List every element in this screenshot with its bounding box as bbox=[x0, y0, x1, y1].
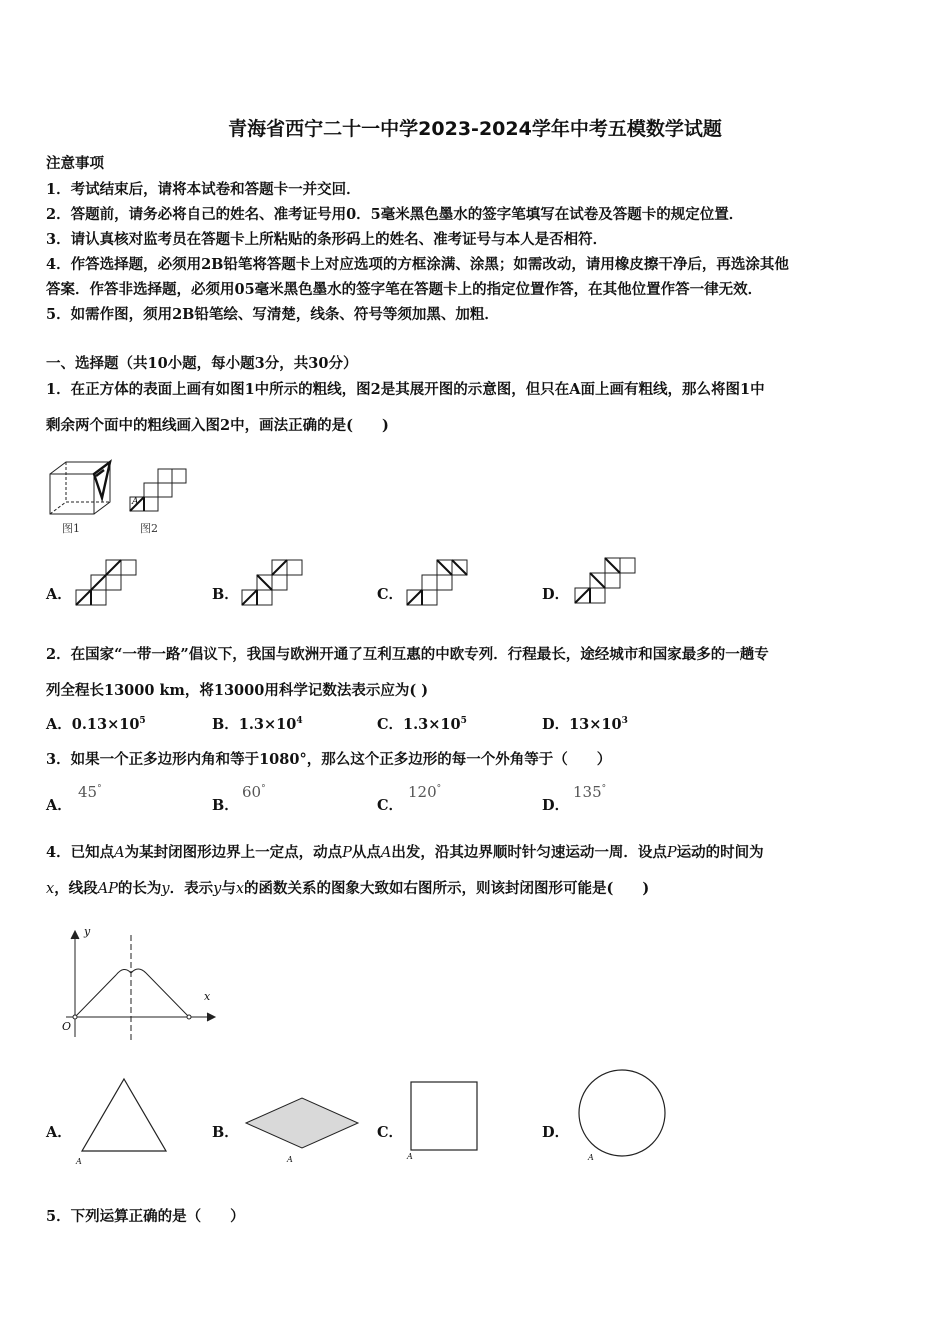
q4-option-c-vertex: A bbox=[407, 1152, 413, 1161]
notice-heading: 注意事项 bbox=[46, 155, 104, 172]
q2-option-b-base: 1.3×10 bbox=[238, 716, 297, 733]
q3-option-a-degree: ° bbox=[97, 784, 102, 794]
q1-option-c-net bbox=[405, 560, 469, 608]
q4-segment-ap: AP bbox=[97, 881, 118, 897]
q1-option-a[interactable]: A． bbox=[46, 586, 72, 603]
q4-point-a: A bbox=[380, 845, 392, 861]
q4-rhombus-shape bbox=[242, 1096, 362, 1154]
q4-var-x: x bbox=[235, 881, 245, 897]
q3-option-c-label[interactable]: C． bbox=[377, 797, 404, 814]
q3-option-a-number: 45 bbox=[78, 783, 98, 801]
q4-text: 4．已知点 bbox=[46, 844, 115, 861]
q4-line2 bbox=[46, 877, 649, 898]
q1-option-b[interactable]: B． bbox=[212, 586, 239, 603]
q1-option-a-net bbox=[74, 560, 138, 608]
q2-option-a[interactable] bbox=[46, 713, 146, 734]
q4-text: 从点 bbox=[351, 844, 381, 861]
q2-option-c-exp: 5 bbox=[460, 716, 467, 726]
q5-line1: 5．下列运算正确的是（ ） bbox=[46, 1208, 245, 1225]
q4-text: ，线段 bbox=[54, 880, 98, 897]
q3-option-c-degree: ° bbox=[436, 784, 442, 794]
q1-fig1-caption: 图1 bbox=[62, 522, 80, 535]
q3-option-a-label[interactable]: A． bbox=[46, 797, 72, 814]
q4-option-a[interactable]: A． bbox=[46, 1124, 72, 1141]
q4-text: 出发，沿其边界顺时针匀速运动一周．设点 bbox=[391, 844, 667, 861]
q1-option-d[interactable]: D． bbox=[542, 586, 570, 603]
q4-option-c[interactable]: C． bbox=[377, 1124, 404, 1141]
q2-option-a-exp: 5 bbox=[139, 716, 146, 726]
notice-item-4-cont: 答案．作答非选择题，必须用05毫米黑色墨水的签字笔在答题卡上的指定位置作答，在其他位置作答一律无效． bbox=[46, 281, 763, 298]
q4-graph-origin: O bbox=[62, 1020, 72, 1033]
q3-option-b-label[interactable]: B． bbox=[212, 797, 239, 814]
q2-line1: 2．在国家“一带一路”倡议下，我国与欧洲开通了互利互惠的中欧专列．行程最长，途经城市和国家最多的一趟专 bbox=[46, 646, 769, 663]
q3-option-b-value bbox=[242, 783, 266, 801]
q3-option-b-degree: ° bbox=[261, 784, 266, 794]
q2-option-d-label: D． bbox=[542, 716, 570, 733]
notice-item-3: 3．请认真核对监考员在答题卡上所粘贴的条形码上的姓名、准考证号与本人是否相符． bbox=[46, 231, 608, 248]
notice-item-2: 2．答题前，请务必将自己的姓名、准考证号用0．5毫米黑色墨水的签字笔填写在试卷及答题卡的规定位置． bbox=[46, 206, 744, 223]
q4-text: 与 bbox=[221, 880, 236, 897]
q4-point-a: A bbox=[114, 845, 125, 861]
q1-line1: 1．在正方体的表面上画有如图1中所示的粗线，图2是其展开图的示意图，但只在A面上画有粗线，那么将图1中 bbox=[46, 381, 765, 398]
q3-line1: 3．如果一个正多边形内角和等于1080°，那么这个正多边形的每一个外角等于（ ） bbox=[46, 751, 612, 768]
q2-line2: 列全程长13000 km，将13000用科学记数法表示应为( ) bbox=[46, 682, 429, 699]
q2-option-b-exp: 4 bbox=[296, 716, 303, 726]
q1-cube-figure bbox=[46, 458, 116, 518]
q3-option-d-number: 135 bbox=[573, 783, 602, 801]
q4-graph-y-label: y bbox=[84, 925, 91, 938]
q2-option-a-label: A． bbox=[46, 716, 72, 733]
q4-var-y: y bbox=[161, 881, 170, 897]
page-title: 青海省西宁二十一中学2023-2024学年中考五模数学试题 bbox=[228, 118, 722, 140]
q1-option-c[interactable]: C． bbox=[377, 586, 404, 603]
q2-option-c-base: 1.3×10 bbox=[403, 716, 461, 733]
q4-option-b[interactable]: B． bbox=[212, 1124, 239, 1141]
q4-text: 的函数关系的图象大致如右图所示，则该封闭图形可能是( ) bbox=[244, 880, 650, 897]
q4-point-p: P bbox=[666, 845, 677, 861]
q4-triangle-shape bbox=[78, 1075, 170, 1155]
q4-circle-shape bbox=[574, 1067, 670, 1159]
q3-option-c-number: 120 bbox=[408, 783, 437, 801]
q1-option-b-net bbox=[240, 560, 304, 608]
q3-option-d-label[interactable]: D． bbox=[542, 797, 570, 814]
notice-item-5: 5．如需作图，须用2B铅笔绘、写清楚，线条、符号等须加黑、加粗． bbox=[46, 306, 499, 323]
q4-square-shape bbox=[408, 1079, 480, 1153]
q4-function-graph bbox=[58, 925, 223, 1043]
q2-option-a-base: 0.13×10 bbox=[71, 716, 140, 733]
q4-line1 bbox=[46, 841, 764, 862]
q4-text: 的长为 bbox=[117, 880, 162, 897]
q1-option-d-net bbox=[573, 556, 637, 604]
q2-option-d-exp: 3 bbox=[621, 716, 628, 726]
q4-var-x: x bbox=[46, 881, 55, 897]
q4-option-b-vertex: A bbox=[287, 1155, 293, 1164]
q4-text: 运动的时间为 bbox=[676, 844, 764, 861]
q2-option-c-label: C． bbox=[377, 716, 404, 733]
q4-option-d-vertex: A bbox=[588, 1153, 594, 1162]
notice-item-4: 4．作答选择题，必须用2B铅笔将答题卡上对应选项的方框涂满、涂黑；如需改动，请用橡皮擦干净后，再选涂其他 bbox=[46, 256, 789, 273]
q2-option-d[interactable] bbox=[542, 713, 628, 734]
q3-option-a-value bbox=[78, 783, 102, 801]
q4-graph-x-label: x bbox=[204, 990, 211, 1003]
q4-text: ．表示 bbox=[169, 880, 214, 897]
q2-option-c[interactable] bbox=[377, 713, 467, 734]
q2-option-b[interactable] bbox=[212, 713, 303, 734]
q4-option-a-vertex: A bbox=[76, 1157, 82, 1166]
section-heading: 一、选择题（共10小题，每小题3分，共30分） bbox=[46, 355, 358, 372]
q3-option-d-degree: ° bbox=[601, 784, 607, 794]
q4-var-y: y bbox=[213, 881, 222, 897]
q4-option-d[interactable]: D． bbox=[542, 1124, 570, 1141]
q3-option-b-number: 60 bbox=[242, 783, 262, 801]
q1-net-face-a: A bbox=[132, 497, 139, 507]
q3-option-c-value bbox=[408, 783, 441, 801]
q2-option-b-label: B． bbox=[212, 716, 239, 733]
q2-option-d-base: 13×10 bbox=[569, 716, 622, 733]
notice-item-1: 1．考试结束后，请将本试卷和答题卡一并交回． bbox=[46, 181, 361, 198]
q1-line2: 剩余两个面中的粗线画入图2中，画法正确的是( ) bbox=[46, 417, 389, 434]
q4-text: 为某封闭图形边界上一定点，动点 bbox=[124, 844, 343, 861]
q3-option-d-value bbox=[573, 783, 606, 801]
q4-point-p: P bbox=[342, 845, 352, 861]
q1-fig2-caption: 图2 bbox=[140, 522, 158, 535]
